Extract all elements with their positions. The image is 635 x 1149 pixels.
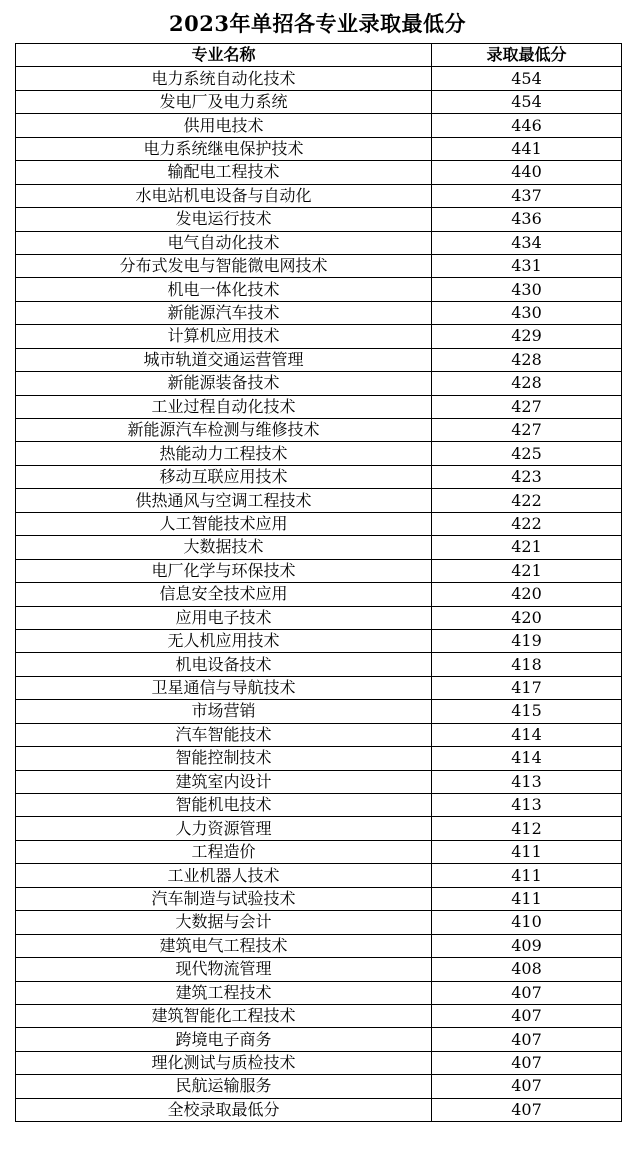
- min-score-cell: 427: [432, 419, 622, 442]
- min-score-cell: 411: [432, 840, 622, 863]
- table-row: [16, 653, 622, 676]
- min-score-cell: 415: [432, 700, 622, 723]
- table-row: [16, 254, 622, 277]
- min-score-cell: 409: [432, 934, 622, 957]
- table-row: [16, 67, 622, 90]
- major-name-cell: 工业机器人技术: [16, 864, 432, 887]
- major-name-cell: 发电运行技术: [16, 208, 432, 231]
- major-name-cell: 建筑工程技术: [16, 981, 432, 1004]
- min-score-cell: 410: [432, 911, 622, 934]
- min-score-cell: 419: [432, 629, 622, 652]
- table-row: [16, 90, 622, 113]
- min-score-cell: 418: [432, 653, 622, 676]
- major-name-cell: 应用电子技术: [16, 606, 432, 629]
- min-score-cell: 417: [432, 676, 622, 699]
- major-name-cell: 新能源汽车技术: [16, 301, 432, 324]
- table-row: [16, 419, 622, 442]
- min-score-cell: 411: [432, 887, 622, 910]
- table-row: [16, 794, 622, 817]
- major-name-cell: 电力系统继电保护技术: [16, 137, 432, 160]
- table-row: [16, 512, 622, 535]
- major-name-cell: 人工智能技术应用: [16, 512, 432, 535]
- major-name-cell: 电气自动化技术: [16, 231, 432, 254]
- min-score-cell: 411: [432, 864, 622, 887]
- table-row: [16, 114, 622, 137]
- major-name-cell: 水电站机电设备与自动化: [16, 184, 432, 207]
- min-score-cell: 440: [432, 161, 622, 184]
- page-title: 2023年单招各专业录取最低分: [169, 11, 466, 36]
- table-row: [16, 676, 622, 699]
- table-row: [16, 465, 622, 488]
- table-row: [16, 1051, 622, 1074]
- min-score-cell: 428: [432, 372, 622, 395]
- table-header-row: [16, 44, 622, 67]
- min-score-cell: 407: [432, 1051, 622, 1074]
- major-name-cell: 市场营销: [16, 700, 432, 723]
- min-score-cell: 446: [432, 114, 622, 137]
- table-row: [16, 231, 622, 254]
- table-row: [16, 583, 622, 606]
- min-score-cell: 407: [432, 1098, 622, 1121]
- major-name-cell: 智能机电技术: [16, 794, 432, 817]
- min-score-cell: 414: [432, 723, 622, 746]
- table-row: [16, 958, 622, 981]
- min-score-cell: 407: [432, 1028, 622, 1051]
- major-name-cell: 汽车智能技术: [16, 723, 432, 746]
- major-name-cell: 供热通风与空调工程技术: [16, 489, 432, 512]
- min-score-cell: 430: [432, 278, 622, 301]
- min-score-cell: 430: [432, 301, 622, 324]
- table-row: [16, 395, 622, 418]
- min-score-cell: 425: [432, 442, 622, 465]
- min-score-cell: 437: [432, 184, 622, 207]
- min-score-cell: 427: [432, 395, 622, 418]
- major-name-cell: 电力系统自动化技术: [16, 67, 432, 90]
- major-name-cell: 城市轨道交通运营管理: [16, 348, 432, 371]
- min-score-cell: 441: [432, 137, 622, 160]
- table-row: [16, 184, 622, 207]
- major-name-cell: 工业过程自动化技术: [16, 395, 432, 418]
- table-row: [16, 536, 622, 559]
- min-score-cell: 413: [432, 794, 622, 817]
- table-row: [16, 934, 622, 957]
- min-score-cell: 436: [432, 208, 622, 231]
- min-score-cell: 414: [432, 747, 622, 770]
- table-row: [16, 1004, 622, 1027]
- score-table: [15, 43, 622, 1122]
- major-name-cell: 供用电技术: [16, 114, 432, 137]
- table-row: [16, 348, 622, 371]
- min-score-cell: 431: [432, 254, 622, 277]
- table-row: [16, 372, 622, 395]
- table-row: [16, 301, 622, 324]
- major-name-cell: 发电厂及电力系统: [16, 90, 432, 113]
- major-name-cell: 建筑电气工程技术: [16, 934, 432, 957]
- table-row: [16, 747, 622, 770]
- table-row: [16, 700, 622, 723]
- min-score-cell: 420: [432, 606, 622, 629]
- min-score-cell: 407: [432, 1075, 622, 1098]
- major-name-cell: 工程造价: [16, 840, 432, 863]
- table-row: [16, 442, 622, 465]
- min-score-cell: 454: [432, 90, 622, 113]
- table-row: [16, 817, 622, 840]
- major-name-cell: 卫星通信与导航技术: [16, 676, 432, 699]
- table-row: [16, 840, 622, 863]
- major-name-cell: 全校录取最低分: [16, 1098, 432, 1121]
- major-name-cell: 新能源汽车检测与维修技术: [16, 419, 432, 442]
- min-score-cell: 407: [432, 981, 622, 1004]
- major-name-cell: 移动互联应用技术: [16, 465, 432, 488]
- major-name-cell: 机电一体化技术: [16, 278, 432, 301]
- table-row: [16, 770, 622, 793]
- min-score-cell: 407: [432, 1004, 622, 1027]
- min-score-cell: 413: [432, 770, 622, 793]
- major-name-cell: 输配电工程技术: [16, 161, 432, 184]
- min-score-cell: 428: [432, 348, 622, 371]
- table-row: [16, 161, 622, 184]
- min-score-cell: 423: [432, 465, 622, 488]
- major-name-cell: 大数据与会计: [16, 911, 432, 934]
- min-score-cell: 422: [432, 489, 622, 512]
- column-header-major: 专业名称: [16, 44, 432, 67]
- major-name-cell: 计算机应用技术: [16, 325, 432, 348]
- table-row: [16, 981, 622, 1004]
- table-body: [16, 67, 622, 1122]
- min-score-cell: 420: [432, 583, 622, 606]
- min-score-cell: 434: [432, 231, 622, 254]
- table-row: [16, 208, 622, 231]
- table-row: [16, 887, 622, 910]
- column-header-score: 录取最低分: [432, 44, 622, 67]
- major-name-cell: 热能动力工程技术: [16, 442, 432, 465]
- major-name-cell: 分布式发电与智能微电网技术: [16, 254, 432, 277]
- min-score-cell: 421: [432, 559, 622, 582]
- table-row: [16, 489, 622, 512]
- major-name-cell: 民航运输服务: [16, 1075, 432, 1098]
- major-name-cell: 理化测试与质检技术: [16, 1051, 432, 1074]
- min-score-cell: 408: [432, 958, 622, 981]
- major-name-cell: 现代物流管理: [16, 958, 432, 981]
- major-name-cell: 跨境电子商务: [16, 1028, 432, 1051]
- min-score-cell: 412: [432, 817, 622, 840]
- table-row: [16, 1075, 622, 1098]
- table-row: [16, 864, 622, 887]
- major-name-cell: 电厂化学与环保技术: [16, 559, 432, 582]
- table-row: [16, 629, 622, 652]
- table-row: [16, 325, 622, 348]
- major-name-cell: 无人机应用技术: [16, 629, 432, 652]
- table-row: [16, 137, 622, 160]
- min-score-cell: 421: [432, 536, 622, 559]
- table-row: [16, 1028, 622, 1051]
- table-row: [16, 723, 622, 746]
- major-name-cell: 机电设备技术: [16, 653, 432, 676]
- min-score-cell: 454: [432, 67, 622, 90]
- major-name-cell: 新能源装备技术: [16, 372, 432, 395]
- major-name-cell: 汽车制造与试验技术: [16, 887, 432, 910]
- table-row: [16, 559, 622, 582]
- major-name-cell: 人力资源管理: [16, 817, 432, 840]
- major-name-cell: 建筑室内设计: [16, 770, 432, 793]
- table-row: [16, 278, 622, 301]
- major-name-cell: 智能控制技术: [16, 747, 432, 770]
- min-score-cell: 422: [432, 512, 622, 535]
- table-row: [16, 1098, 622, 1121]
- table-row: [16, 606, 622, 629]
- major-name-cell: 大数据技术: [16, 536, 432, 559]
- major-name-cell: 信息安全技术应用: [16, 583, 432, 606]
- table-row: [16, 911, 622, 934]
- min-score-cell: 429: [432, 325, 622, 348]
- major-name-cell: 建筑智能化工程技术: [16, 1004, 432, 1027]
